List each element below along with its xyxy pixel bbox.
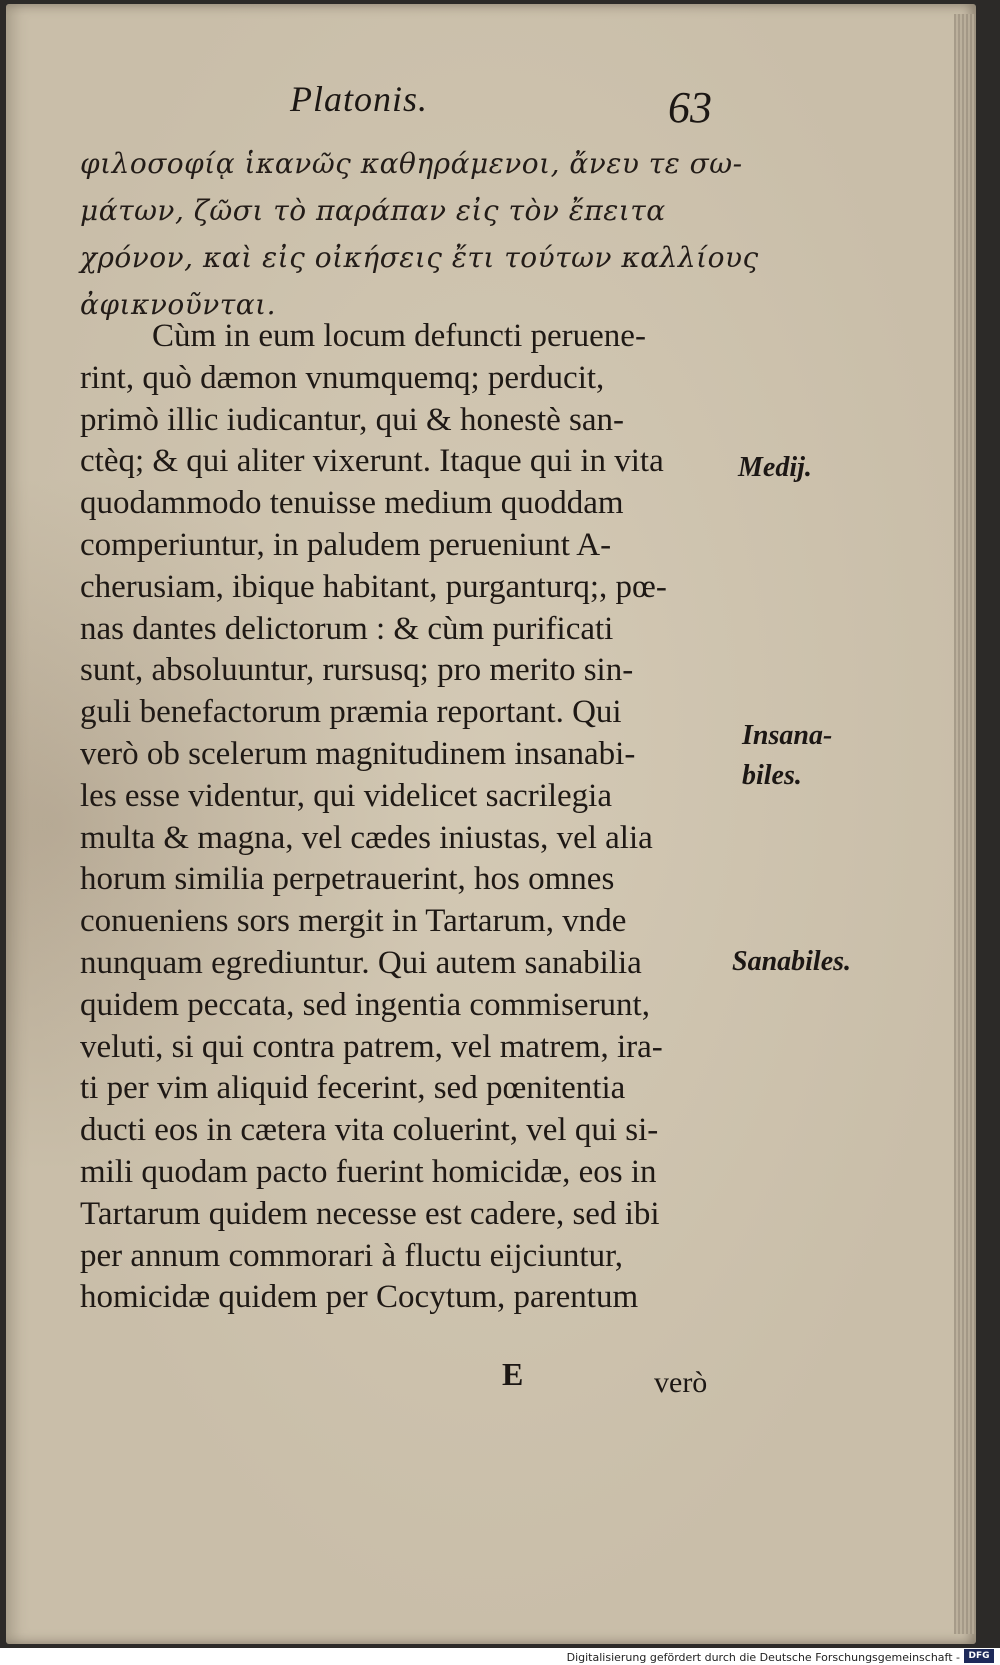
greek-line: φιλοσοφίᾳ ἱκανῶς καθηράμενοι, ἄνευ τε σω- [80, 147, 743, 180]
text-line: per annum commorari à fluctu eijciuntur, [80, 1237, 623, 1274]
running-head: Platonis. [290, 79, 429, 119]
dfg-logo-icon[interactable]: DFG [964, 1649, 994, 1663]
greek-line: μάτων, ζῶσι τὸ παράπαν εἰς τὸν ἔπειτα [80, 194, 666, 227]
text-line: quidem peccata, sed ingentia commiserunt, [80, 986, 650, 1023]
text-line: nas dantes delictorum : & cùm purificati [80, 610, 614, 647]
greek-passage [80, 140, 759, 328]
margin-note-line: Insana- [742, 720, 833, 751]
text-line: conueniens sors mergit in Tartarum, vnde [80, 903, 627, 940]
text-line: veluti, si qui contra patrem, vel matrem, ira- [80, 1028, 663, 1065]
text-line: homicidæ quidem per Cocytum, parentum [80, 1279, 639, 1316]
text-line: quodammodo tenuisse medium quoddam [80, 485, 624, 522]
text-line: rint, quò dæmon vnumquemq; perducit, [80, 359, 605, 396]
folio-number: 63 [668, 83, 712, 132]
text-line: Tartarum quidem necesse est cadere, sed ibi [80, 1195, 660, 1232]
signature-mark: E [502, 1356, 524, 1392]
text-line: les esse videntur, qui videlicet sacrilegia [80, 777, 612, 814]
catchword: verò [654, 1366, 708, 1399]
text-line: cherusiam, ibique habitant, purganturq;, pœ- [80, 568, 667, 605]
text-line: primò illic iudicantur, qui & honestè san- [80, 401, 624, 438]
text-line: Cùm in eum locum defuncti peruene- [152, 318, 646, 354]
margin-note-medij: Medij. [738, 452, 812, 483]
margin-note-insanabiles [742, 716, 832, 796]
text-line: comperiuntur, in paludem perueniunt A- [80, 526, 612, 563]
text-line: multa & magna, vel cædes iniustas, vel alia [80, 819, 653, 856]
latin-passage [80, 316, 735, 1319]
text-line: ducti eos in cætera vita coluerint, vel qui si- [80, 1112, 659, 1149]
greek-line: ἀφικνοῦνται. [80, 288, 277, 321]
text-line: sunt, absoluuntur, rursusq; pro merito sin- [80, 652, 634, 689]
greek-line: χρόνον, καὶ εἰς οἰκήσεις ἔτι τούτων καλλίους [80, 241, 759, 274]
text-line: mili quodam pacto fuerint homicidæ, eos in [80, 1153, 657, 1190]
text-line: guli benefactorum præmia reportant. Qui [80, 694, 622, 731]
text-line: horum similia perpetrauerint, hos omnes [80, 861, 615, 898]
margin-note-sanabiles: Sanabiles. [732, 946, 852, 977]
text-line: ti per vim aliquid fecerint, sed pœnitentia [80, 1070, 626, 1107]
text-line: nunquam egrediuntur. Qui autem sanabilia [80, 944, 642, 981]
text-line: ctèq; & qui aliter vixerunt. Itaque qui in vita [80, 443, 664, 480]
text-line: verò ob scelerum magnitudinem insanabi- [80, 735, 636, 772]
margin-note-line: biles. [742, 760, 802, 791]
footer-credit: Digitalisierung gefördert durch die Deutsche Forschungsgemeinschaft - [566, 1651, 960, 1664]
page-edge-stack [954, 14, 976, 1634]
